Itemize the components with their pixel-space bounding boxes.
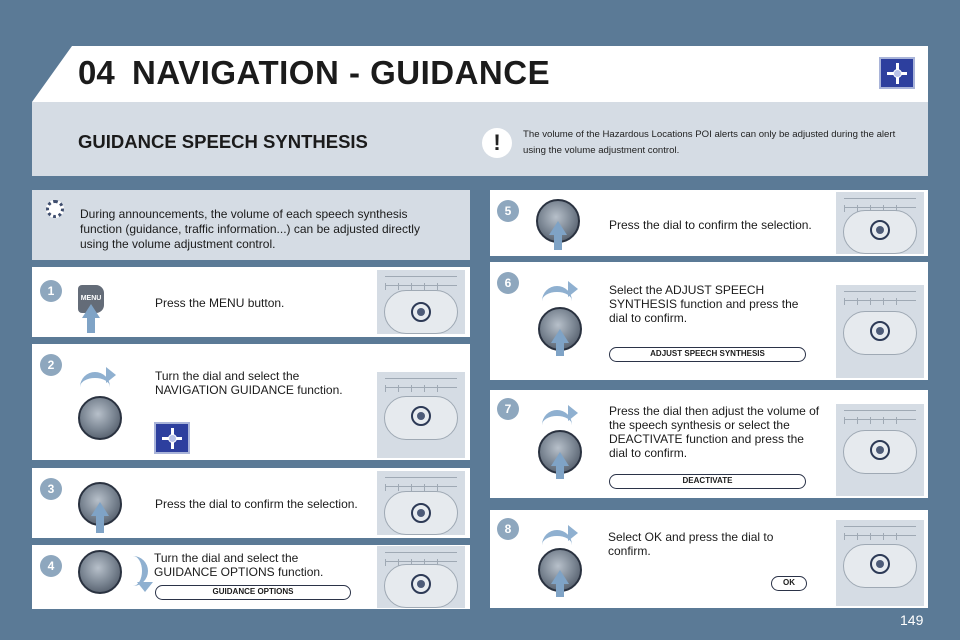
console-thumbnail (836, 404, 924, 496)
press-arrow-icon (82, 304, 100, 318)
press-arrow-stem (556, 583, 564, 597)
step-text: Press the dial then adjust the volume of the speech synthesis or select the DEACTIVATE function and press the dial to confirm. (609, 404, 820, 460)
control-dial-icon (78, 396, 122, 440)
info-text: During announcements, the volume of each speech synthesis function (guidance, traffic information...) can be adjusted directly using the volume adjustment control. (80, 207, 420, 251)
step-text: Press the dial to confirm the selection. (609, 218, 812, 232)
step-number-badge: 8 (497, 518, 519, 540)
header-corner (32, 46, 72, 102)
turn-arrow-icon (80, 372, 110, 394)
press-arrow-stem (554, 234, 562, 250)
console-thumbnail (836, 285, 924, 378)
step-text: Turn the dial and select the NAVIGATION GUIDANCE function. (155, 369, 343, 397)
option-label: OK (771, 576, 807, 591)
press-arrow-icon (551, 570, 569, 584)
step-text: Select the ADJUST SPEECH SYNTHESIS function and press the dial to confirm. (609, 283, 799, 325)
console-thumbnail (377, 471, 465, 535)
step-number-badge: 2 (40, 354, 62, 376)
console-thumbnail (836, 520, 924, 606)
console-thumbnail (836, 192, 924, 254)
press-arrow-icon (549, 221, 567, 235)
press-arrow-icon (551, 329, 569, 343)
sun-info-icon (46, 200, 64, 218)
warning-note: The volume of the Hazardous Locations POI alerts can only be adjusted during the alert using the volume adjustment control. (523, 129, 896, 156)
console-thumbnail (377, 546, 465, 608)
option-label: DEACTIVATE (609, 474, 806, 489)
step-text: Press the MENU button. (155, 296, 285, 310)
console-thumbnail (377, 270, 465, 334)
chapter-number: 04 (78, 54, 115, 91)
press-arrow-icon (91, 502, 109, 516)
step-number-badge: 4 (40, 555, 62, 577)
navigation-crosshair-icon (879, 57, 915, 89)
press-arrow-icon (551, 452, 569, 466)
press-arrow-stem (87, 317, 95, 333)
exclamation-icon: ! (482, 128, 512, 158)
step-number-badge: 7 (497, 398, 519, 420)
section-title: GUIDANCE SPEECH SYNTHESIS (78, 131, 368, 152)
step-text: Select OK and press the dial to confirm. (608, 530, 774, 558)
page-title: NAVIGATION - GUIDANCE (132, 54, 551, 91)
step-number-badge: 5 (497, 200, 519, 222)
step-number-badge: 1 (40, 280, 62, 302)
step-text: Turn the dial and select the GUIDANCE OPTIONS function. (154, 551, 324, 579)
option-label: ADJUST SPEECH SYNTHESIS (609, 347, 806, 362)
navigation-crosshair-icon (154, 422, 190, 454)
console-thumbnail (377, 372, 465, 458)
turn-arrow-icon (542, 410, 572, 432)
page-number: 149 (900, 612, 924, 628)
step-text: Press the dial to confirm the selection. (155, 497, 358, 511)
turn-arrow-icon (542, 286, 572, 308)
control-dial-icon (78, 550, 122, 594)
step-number-badge: 3 (40, 478, 62, 500)
option-label: GUIDANCE OPTIONS (155, 585, 351, 600)
step-number-badge: 6 (497, 272, 519, 294)
press-arrow-stem (556, 342, 564, 356)
press-arrow-stem (96, 515, 104, 533)
menu-button-icon: MENU (78, 285, 104, 313)
press-arrow-stem (556, 465, 564, 479)
